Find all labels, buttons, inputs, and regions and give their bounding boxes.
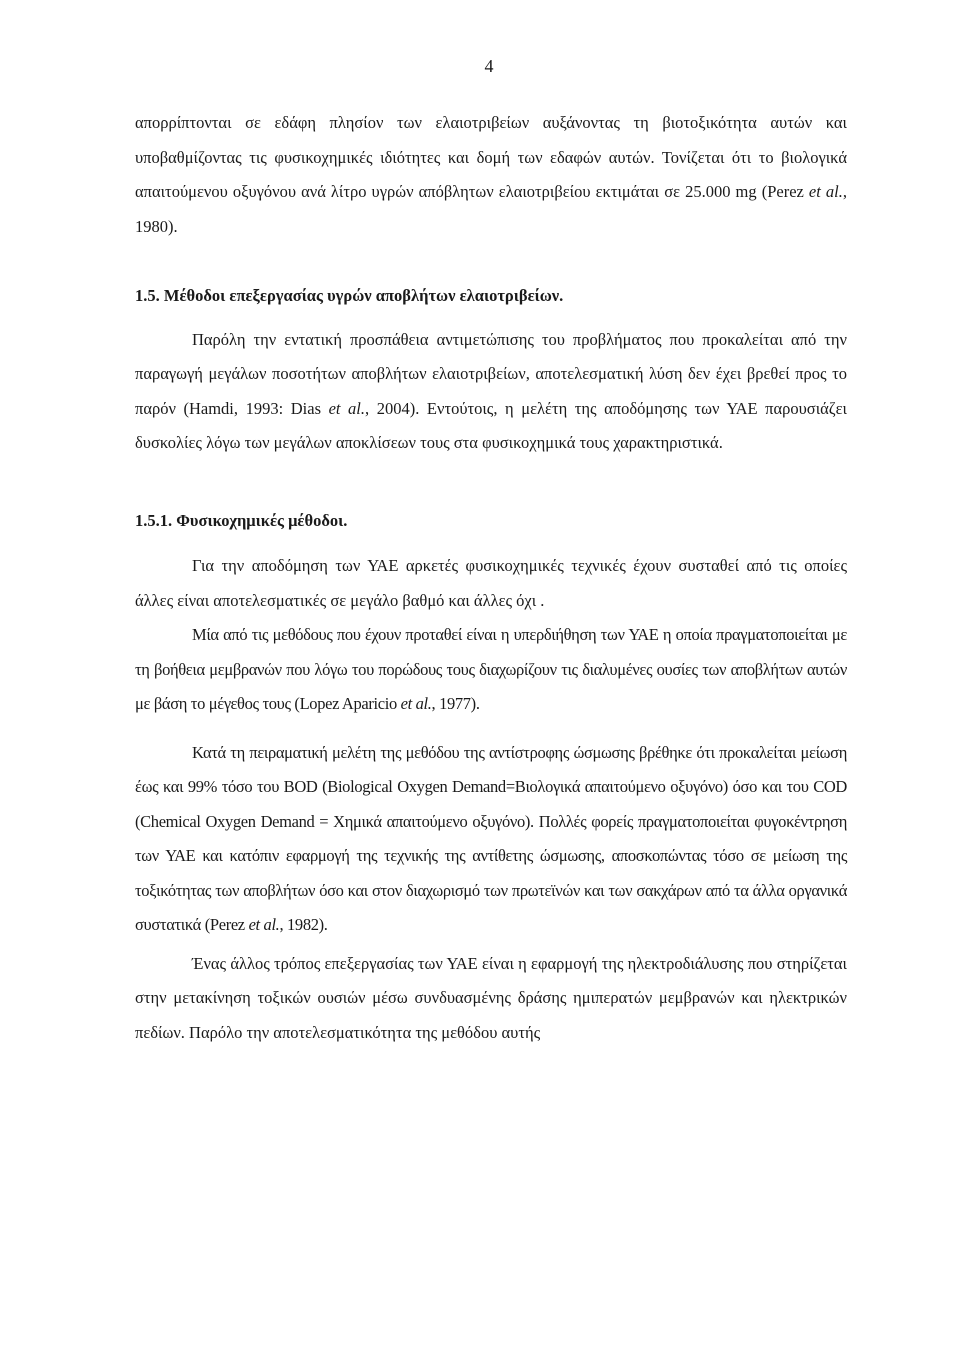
page-number: 4	[484, 56, 494, 76]
page-body	[135, 106, 847, 1050]
et-al-citation: et al.	[328, 398, 366, 418]
intro-paragraph: απορρίπτονται σε εδάφη πλησίον των ελαιοτριβείων αυξάνοντας τη βιοτοξικότητα αυτών και υποβαθμίζοντας τις φυσικοχημικές ιδιότητες και δομή των εδαφών αυτών. Τονίζεται ότι το βιολογικά απαιτούμενου οξυγόνου ανά λίτρο υγρών απόβλητων ελαιοτριβείου εκτιμάται σε 25.000 mg (Perez et al., 1980).	[135, 113, 847, 236]
section-heading: 1.5. Μέθοδοι επεξεργασίας υγρών αποβλήτων ελαιοτριβείων.	[135, 286, 564, 305]
subsection-heading: 1.5.1. Φυσικοχημικές μέθοδοι.	[135, 510, 348, 530]
paragraph-ultrafiltration: Μία από τις μεθόδους που έχουν προταθεί είναι η υπερδιήθηση των ΥΑΕ η οποία πραγματοποιείται με τη βοήθεια μεμβρανών που λόγω του πορώδους τους διαχωρίζουν τις διαλυμένες ουσίες των αποβλήτων αυτών με βάση το μέγεθος τους (Lopez Aparicio et al., 1977).	[135, 625, 847, 713]
paragraph-electrodialysis: Ένας άλλος τρόπος επεξεργασίας των ΥΑΕ είναι η εφαρμογή της ηλεκτροδιάλυσης που στηρίζεται στην μετακίνηση τοξικών ουσιών μέσω συνδυασμένης δράσης ημιπερατών μεμβρανών και ηλεκτρικών πεδίων. Παρόλο την αποτελεσματικότητα της μεθόδου αυτής	[135, 953, 847, 1042]
section-paragraph: Παρόλη την εντατική προσπάθεια αντιμετώπισης του προβλήματος που προκαλείται από την παραγωγή μεγάλων ποσοτήτων αποβλήτων ελαιοτριβείων, αποτελεσματική λύση δεν έχει βρεθεί προς το παρόν (Hamdi, 1993: Dias et al., 2004). Εντούτοις, η μελέτη της αποδόμησης των ΥΑΕ παρουσιάζει δυσκολίες λόγω των μεγάλων αποκλίσεων τους στα φυσικοχημικά τους χαρακτηριστικά.	[135, 329, 847, 452]
et-al-citation: et al.	[248, 915, 280, 934]
paragraph-intro-techniques: Για την αποδόμηση των ΥΑΕ αρκετές φυσικοχημικές τεχνικές έχουν συσταθεί από τις οποίες άλλες είναι αποτελεσματικές σε μεγάλο βαθμό και άλλες όχι .	[135, 556, 847, 610]
paragraph-reverse-osmosis: Κατά τη πειραματική μελέτη της μεθόδου της αντίστροφης ώσμωσης βρέθηκε ότι προκαλείται μείωση έως και 99% τόσο του BOD (Biological Oxygen Demand=Βιολογικά απαιτούμενο οξυγόνο) όσο και του COD (Chemical Oxygen Demand = Χημικά απαιτούμενο οξυγόνο). Πολλές φορείς πραγματοποιείται φυγοκέντρηση των ΥΑΕ και κατόπιν εφαρμογή της τεχνικής της αντίθετης ώσμωσης, αποσκοπώντας τόσο σε μείωση της τοξικότητας των αποβλήτων όσο και στον διαχωρισμό των πρωτεϊνών και των σακχάρων από τα άλλα οργανικά συστατικά (Perez et al., 1982).	[135, 742, 847, 934]
et-al-citation: et al.	[400, 694, 432, 713]
et-al-citation: et al.	[808, 182, 843, 201]
